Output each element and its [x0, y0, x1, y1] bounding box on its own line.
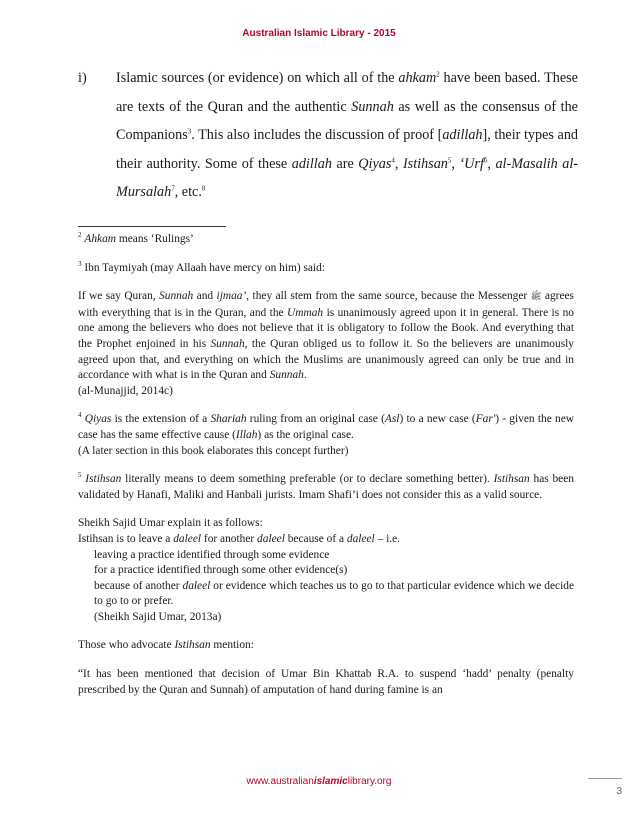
text: is unanimously agreed upon it in general. There is no one among the believers who does not believe that it is obligatory to follow the Book. And everything that the Prophet enjoined in his	[78, 306, 574, 350]
sheikh-line-2: for a practice identified through some other evidence(s)	[94, 564, 348, 577]
term: Sunnah	[159, 290, 194, 303]
salawat-glyph: ﷺ	[530, 292, 542, 303]
text: ) as the original case.	[257, 428, 354, 441]
term: Illah	[235, 428, 258, 441]
text: or evidence which teaches us to go to that particular evidence which we decide to go to or prefer.	[94, 579, 574, 608]
footnote-ref-7[interactable]: 7	[171, 184, 175, 193]
sheikh-line-1: leaving a practice identified through some evidence	[94, 548, 330, 561]
quote-ibn-taymiyah	[78, 289, 574, 384]
page-number: 3	[616, 786, 622, 797]
footnote-ref-4[interactable]: 4	[391, 156, 395, 165]
advocates-intro	[78, 638, 574, 654]
text: .	[303, 369, 307, 382]
text: for another	[201, 532, 258, 545]
footnote-divider	[78, 226, 226, 227]
footnote-number: 5	[78, 471, 82, 480]
text: If we say Quran,	[78, 290, 160, 303]
term-istihsan: Istihsan	[402, 155, 448, 172]
footnote-ref-8[interactable]: 8	[201, 184, 206, 193]
text: ], their types and their authority. Some of these	[116, 127, 579, 172]
footnote-4	[78, 412, 574, 443]
url-part: www.australian	[246, 776, 314, 787]
text: , etc.	[174, 184, 202, 201]
term-urf: ‘Urf	[459, 155, 484, 172]
term: daleel	[173, 532, 202, 545]
term: Ahkam	[84, 233, 116, 245]
url-part: islamic	[313, 776, 348, 787]
sheikh-intro: Sheikh Sajid Umar explain it as follows:	[78, 517, 263, 530]
text: , they all stem from the same source, because the Messenger	[246, 290, 531, 303]
text: Those who advocate	[78, 639, 175, 652]
term: Istihsan	[493, 473, 530, 486]
term: Shariah	[210, 413, 247, 426]
term-qiyas: Qiyas	[358, 155, 392, 172]
text: has been validated by Hanafi, Maliki and Hanbali jurists. Imam Shafi’i does not consider this as a valid source.	[78, 473, 574, 501]
text: ,	[451, 155, 460, 172]
page-number-divider	[588, 778, 622, 779]
text: ,	[487, 155, 496, 172]
footnote-number: 3	[78, 259, 82, 268]
term: daleel	[346, 532, 375, 545]
text: literally means to deem something preferable (or to declare something better).	[121, 473, 494, 486]
text: Islamic sources (or evidence) on which all of the	[116, 70, 399, 86]
term: Qiyas	[84, 413, 112, 426]
text: agrees with everything that is in the Quran, and the	[78, 290, 574, 319]
citation: (al-Munajjid, 2014c)	[78, 384, 173, 397]
term-masalih: al-Masalih al-Mursalah	[116, 155, 578, 201]
text: mention:	[210, 639, 254, 652]
footnote-number: 2	[78, 231, 82, 240]
advocates-quote: “It has been mentioned that decision of Umar Bin Khattab R.A. to suspend ‘hadd’ penalty (penalty prescribed by the Quran and Sunnah) of amputation of hand during famine is an	[78, 668, 574, 696]
text: Ibn Taymiyah (may Allaah have mercy on him) said:	[81, 261, 326, 274]
footnote-4-note: (A later section in this book elaborates this concept further)	[78, 444, 349, 457]
text: ,	[394, 155, 403, 172]
text: ) - given the new case has the same effective cause (	[78, 413, 574, 441]
term: Asl	[384, 413, 400, 426]
sheikh-line-3	[78, 579, 574, 610]
page-header: Australian Islamic Library - 2015	[242, 28, 396, 39]
text: as well as the consensus of the Companions	[116, 98, 578, 144]
text: and	[193, 290, 217, 303]
text: is the extension of a	[111, 413, 211, 426]
term: Sunnah	[269, 369, 304, 382]
term: daleel	[257, 532, 285, 545]
term: Istihsan	[174, 639, 211, 652]
text: have been based. These are texts of the Quran and the authentic	[116, 70, 578, 115]
footnote-ref-2[interactable]: 2	[436, 70, 440, 79]
footnote-2	[78, 232, 574, 248]
term: Sunnah	[210, 337, 245, 350]
term: Far'	[475, 413, 496, 426]
footnote-3	[78, 261, 574, 277]
text: . This also includes the discussion of proof [	[191, 127, 443, 144]
footnote-ref-5[interactable]: 5	[447, 156, 452, 165]
text: – i.e.	[374, 532, 401, 545]
list-item-body	[116, 64, 578, 207]
citation: (Sheikh Sajid Umar, 2013a)	[94, 610, 222, 623]
footnote-ref-3[interactable]: 3	[187, 127, 192, 136]
text: ruling from an original case (	[246, 413, 385, 426]
text: ) to a new case (	[399, 413, 476, 426]
term-ahkam: ahkam	[398, 70, 437, 86]
footnotes	[78, 232, 574, 698]
term: Istihsan	[85, 473, 122, 486]
text: are	[331, 155, 359, 172]
text: means ‘Rulings’	[116, 233, 194, 245]
text: , the Quran obliged us to follow it. So the believers are unanimously agreed upon that, and everything on which the Muslims are unanimously agreed can only be true and in accordance with what is in the Quran and	[78, 337, 574, 382]
footnote-5	[78, 472, 574, 503]
footer-url[interactable]	[0, 776, 638, 787]
main-paragraph	[78, 64, 578, 207]
footnote-number: 4	[78, 411, 82, 420]
term-adillah: adillah	[291, 155, 332, 172]
footnote-ref-6[interactable]: 6	[483, 156, 488, 165]
term-adillah: adillah	[442, 127, 483, 144]
term-sunnah: Sunnah	[351, 98, 394, 115]
text: because of a	[284, 532, 347, 545]
term: daleel	[182, 579, 211, 592]
sheikh-definition	[78, 532, 574, 548]
text: Istihsan is to leave a	[78, 532, 174, 545]
url-part: library.org	[347, 776, 392, 787]
term: Ummah	[287, 306, 324, 319]
text: because of another	[94, 579, 183, 592]
list-number: i)	[78, 70, 87, 86]
term: ijmaa’	[216, 290, 247, 303]
